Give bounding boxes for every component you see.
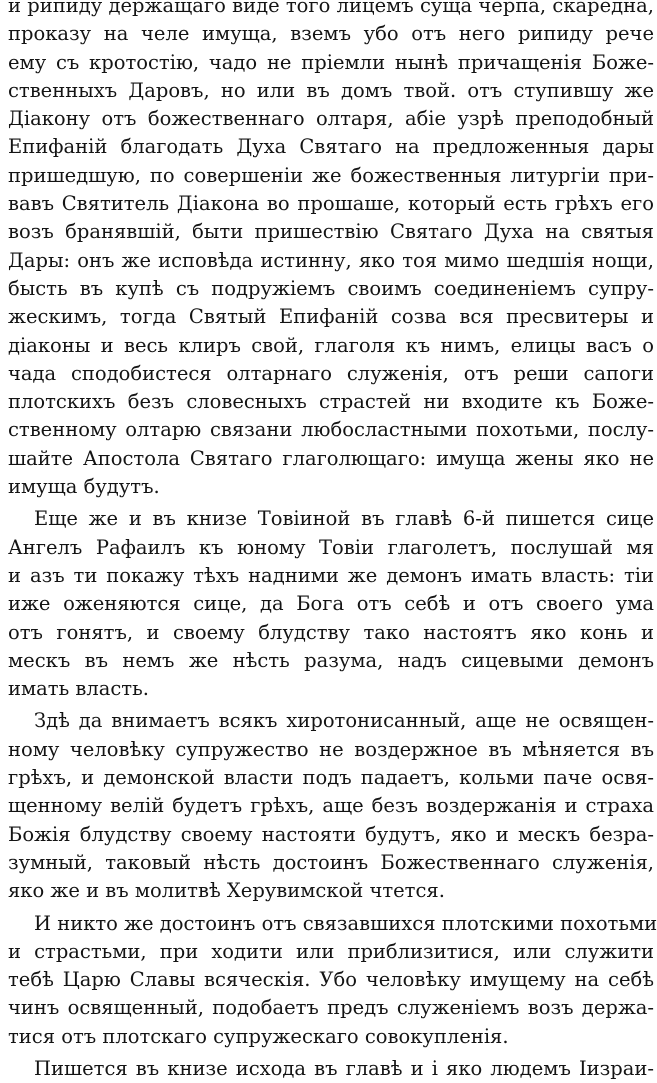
paragraph-2 (8, 505, 654, 703)
text-line: имать власть. (8, 677, 149, 701)
text-line: Дары: онъ же исповѣда истинну, яко тоя мимо шедшія нощи, (8, 248, 654, 272)
text-line: И никто же достоинъ отъ связавшихся плотскими похотьми (34, 911, 657, 935)
text-line: ему съ кротостію, чадо не пріемли нынѣ причащенія Боже- (8, 50, 654, 74)
text-line: пришедшую, по совершеніи же божественныя литургіи при- (8, 163, 654, 187)
text-line: ственному олтарю связани любосластными похотьми, послу- (8, 418, 654, 442)
text-line: Ангелъ Рафаилъ къ юному Товіи глаголетъ, послушай мя (8, 535, 654, 559)
paragraph-4 (8, 910, 657, 1051)
text-line: возъ бранявшій, быти пришествію Святаго Духа на святыя (8, 220, 654, 244)
text-line: зумный, таковый нѣсть достоинъ Божественнаго служенія, (8, 850, 654, 874)
text-line: проказу на челе имуща, вземъ убо отъ него рипиду рече (8, 22, 654, 46)
text-line: грѣхъ, и демонской власти подъ падаетъ, кольми паче освя- (8, 766, 654, 790)
text-line: Еще же и въ книзе Товіиной въ главѣ 6-й пишется сице (34, 507, 654, 531)
text-line: ному человѣку супружество не воздержное въ мѣняется въ (8, 737, 654, 761)
text-line: бысть въ купѣ съ подружіемъ своимъ соединеніемъ супру- (8, 276, 654, 300)
text-line: яко же и въ молитвѣ Херувимской чтется. (8, 879, 445, 903)
text-line: и страстьми, при ходити или приблизитися, или служити (8, 939, 654, 963)
text-line: Епифаній благодать Духа Святаго на предложенныя дары (8, 135, 654, 159)
text-line: Божія блудству своему настояти будутъ, яко и мескъ безра- (8, 822, 654, 846)
text-line: шайте Апостола Святаго глаголющаго: имуща жены яко не (8, 446, 654, 470)
text-line: тебѣ Царю Славы всяческія. Убо человѣку имущему на себѣ (8, 968, 654, 992)
text-line: вавъ Святитель Діакона во прошаше, который есть грѣхъ его (8, 192, 654, 216)
text-line: жескимъ, тогда Святый Епифаній созва вся пресвитеры и (8, 305, 654, 329)
text-line: плотскихъ безъ словесныхъ страстей ни входите къ Боже- (8, 390, 654, 414)
paragraph-1 (8, 0, 654, 501)
text-line: и рипиду держащаго виде того лицемъ суща черпа, скаредна, (8, 0, 654, 17)
text-line: иже оженяются сице, да Бога отъ себѣ и отъ своего ума (8, 592, 654, 616)
text-line: и азъ ти покажу тѣхъ надними же демонъ имать власть: тіи (8, 563, 654, 587)
text-line: діаконы и весь клиръ свой, глаголя къ нимъ, елицы васъ о (8, 333, 654, 357)
text-line: мескъ въ немъ же нѣсть разума, надъ сицевыми демонъ (8, 648, 654, 672)
text-line: тися отъ плотскаго супружескаго совокупленія. (8, 1024, 509, 1048)
text-line: Пишется въ книзе исхода въ главѣ и і яко людемъ Іизраи- (34, 1056, 654, 1080)
text-line: щенному велій будетъ грѣхъ, аще безъ воздержанія и страха (8, 794, 654, 818)
paragraph-5 (8, 1055, 654, 1083)
text-line: имуща будутъ. (8, 475, 160, 499)
text-line: ственныхъ Даровъ, но или въ домъ твой. отъ ступившу же (8, 78, 654, 102)
text-line: чинъ освященный, подобаетъ предъ служеніемъ возъ держа- (8, 996, 654, 1020)
text-line: отъ гонятъ, и своему блудству тако настоятъ яко конь и (8, 620, 654, 644)
text-line: Діакону отъ божественнаго олтаря, абіе узрѣ преподобный (8, 107, 654, 131)
paragraph-3 (8, 707, 654, 905)
text-line: Здѣ да внимаетъ всякъ хиротонисанный, аще не освящен- (34, 709, 654, 733)
text-line: чада сподобистеся олтарнаго служенія, отъ реши сапоги (8, 361, 654, 385)
